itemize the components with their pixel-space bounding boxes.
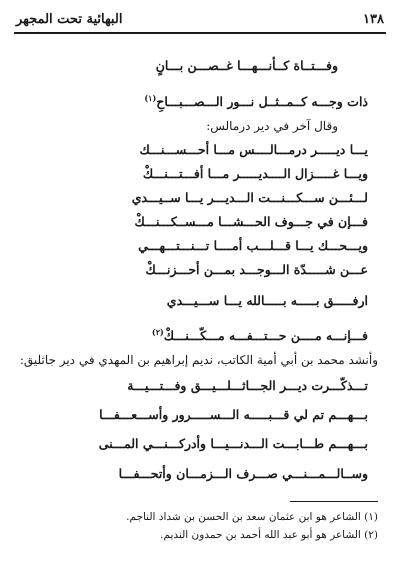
prose-line: وأنشد محمد بن أبي أمية الكاتب، نديم إبراهيم بن المهدي في دير جاثليق:: [19, 353, 378, 367]
verse-line: ويـــحـــك يـــا قـــلـــب أمــــا تـــنـــتـــهـــي: [138, 238, 368, 253]
verse-line: فـــإن في جـــوف الحـــشـــا مـــســكـــنـــكْ: [134, 214, 368, 229]
verse-line: ذات وجـــه كــمــثــل نـــور الـــصـــبـــاحِ$^{(١)}$: [144, 93, 368, 110]
verse-line: تـــذكّـــرت ديـــر الجـــاثـــلـــيـــق وفـــتـــيـــة: [127, 378, 368, 393]
running-title: البهائية تحت المجهر: [16, 11, 123, 27]
footnote: (١) الشاعر هو ابن عثمان سعد بن الحسن بن شداد الناجم.: [126, 511, 378, 523]
verse-line: عـــن شـــــدّة الـــوجـــد بمـــن أحـــزنـــكْ: [145, 262, 368, 277]
verse-line: ويـــا غـــــزال الــــديـــــر مـــا أفـــتـــنـــكْ: [142, 166, 368, 181]
header-divider: [14, 32, 386, 34]
verse-line: لـــئـــن ســـكـــنـــت الـــديـــر يـــا ســيـــدي: [131, 190, 368, 205]
footnote: (٢) الشاعر هو أبو عبد الله أحمد بن حمدون النديم.: [160, 529, 378, 541]
prose-line: وقال آخر في دير درمالس:: [206, 119, 338, 133]
verse-line: بـــهـــم تم لي قـــبـــــه الـــســـــرور وأســـعـــفـــا: [99, 407, 368, 422]
footnote-marker: (٢): [151, 327, 164, 337]
verse-line: وفـــتــاة كــأنـــهـــا غــصـــن بـــانٍ: [155, 58, 338, 73]
verse-line: يـــا ديـــــر درمـــالــــس مـــا أحـــســـنـــك: [139, 142, 368, 157]
footnote-divider: [290, 501, 378, 502]
verse-line: ارفـــــق بـــــه بـــــالله يـــا ســـيـــدي: [166, 293, 368, 308]
footnote-marker: (١): [144, 93, 157, 103]
page-number: ١٣٨: [363, 11, 384, 27]
verse-line: وســالـــمـــنـــي صـــرف الـــزمـــان وأتحـــفـــا: [118, 466, 368, 481]
verse-line: فـــإنـــه مــــن حـــتـــفـــه مـــكّـــنـــكْ$^{(٢)}$: [151, 327, 368, 344]
running-header: [16, 8, 384, 30]
verse-line: بـــهـــم طـــابـــت الـــدنـــيـــا وأدركـــنـــي المـــنى: [98, 436, 368, 451]
